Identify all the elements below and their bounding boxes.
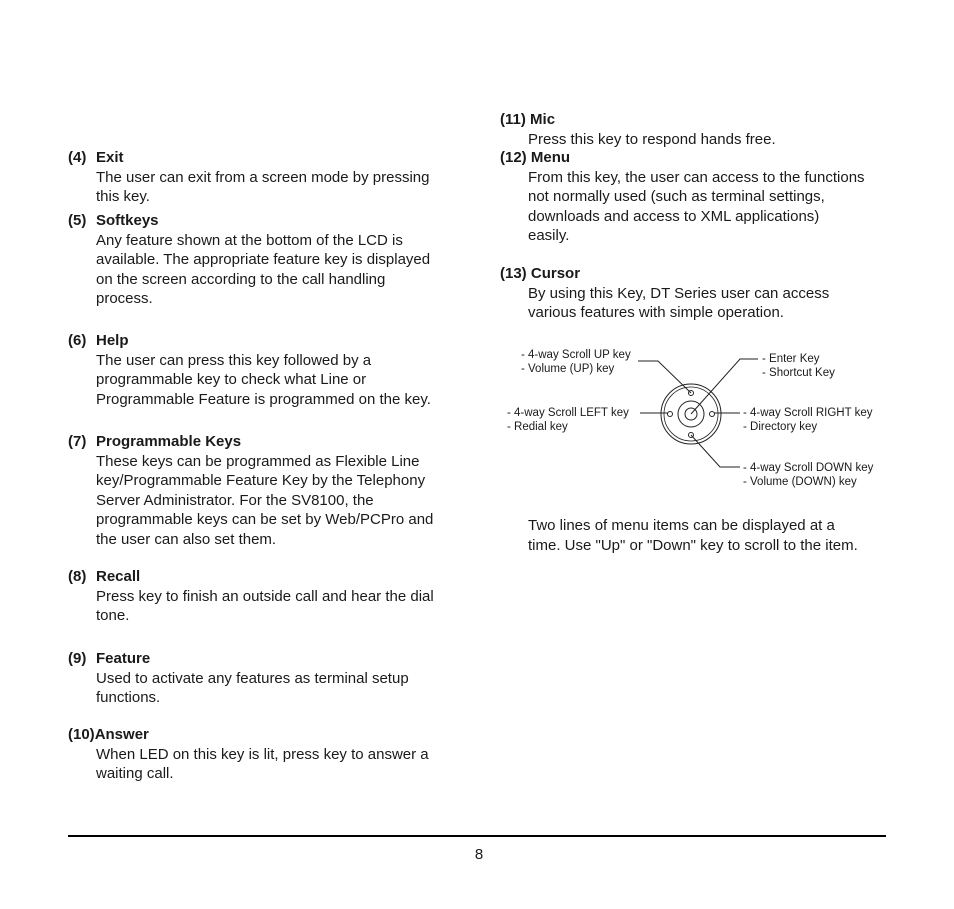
entry-menu bbox=[500, 148, 900, 246]
entry-recall bbox=[68, 567, 468, 626]
entry-title: (12) Menu bbox=[500, 149, 571, 166]
entry-programmable-keys bbox=[68, 432, 468, 549]
label-up: - 4-way Scroll UP key - Volume (UP) key bbox=[521, 349, 631, 375]
label-down: - 4-way Scroll DOWN key - Volume (DOWN) key bbox=[743, 462, 874, 488]
label-right: - 4-way Scroll RIGHT key - Directory key bbox=[743, 407, 873, 433]
entry-body: Used to activate any features as terminal setup functions. bbox=[96, 669, 409, 706]
entry-body: The user can exit from a screen mode by pressing this key. bbox=[96, 168, 430, 205]
entry-body: Any feature shown at the bottom of the LCD is available. The appropriate feature key is displayed on the screen according to the call handling process. bbox=[96, 231, 431, 307]
entry-title: (8) Recall bbox=[68, 568, 141, 585]
entry-cursor bbox=[500, 264, 900, 323]
footer-rule bbox=[68, 835, 886, 837]
entry-title: (13) Cursor bbox=[500, 265, 581, 282]
entry-body: These keys can be programmed as Flexible Line key/Programmable Feature Key by the Telephony Server Administrator. For the SV8100, the programmable keys can be set by Web/PCPro and the user can also set them. bbox=[96, 452, 434, 548]
entry-softkeys bbox=[68, 211, 468, 309]
entry-title: (6) Help bbox=[68, 332, 129, 349]
entry-body: Press key to finish an outside call and hear the dial tone. bbox=[96, 587, 434, 624]
entry-feature bbox=[68, 649, 468, 708]
entry-title: (10)Answer bbox=[68, 726, 149, 743]
entry-help bbox=[68, 331, 468, 409]
entry-title: (9) Feature bbox=[68, 650, 151, 667]
label-enter: - Enter Key - Shortcut Key bbox=[762, 353, 835, 379]
label-left: - 4-way Scroll LEFT key - Redial key bbox=[507, 407, 629, 433]
entry-body: The user can press this key followed by a programmable key to check what Line or Programmable Feature is programmed on the key. bbox=[96, 351, 431, 408]
entry-title: (7) Programmable Keys bbox=[68, 433, 242, 450]
entry-title: (5) Softkeys bbox=[68, 212, 159, 229]
cursor-key-diagram bbox=[500, 340, 900, 500]
left-key-dot bbox=[668, 412, 673, 417]
entry-exit bbox=[68, 148, 468, 207]
entry-body: By using this Key, DT Series user can access various features with simple operation. bbox=[528, 284, 830, 321]
entry-mic bbox=[500, 110, 900, 149]
page-number: 8 bbox=[474, 846, 484, 863]
entry-answer bbox=[68, 725, 468, 784]
entry-title: (4) Exit bbox=[68, 149, 124, 166]
entry-body: Press this key to respond hands free. bbox=[528, 130, 776, 148]
entry-title: (11) Mic bbox=[500, 111, 556, 128]
entry-body: When LED on this key is lit, press key to answer a waiting call. bbox=[96, 745, 429, 782]
cursor-note: Two lines of menu items can be displayed at a time. Use "Up" or "Down" key to scroll to the item. bbox=[528, 517, 858, 554]
entry-body: From this key, the user can access to the functions not normally used (such as terminal settings, downloads and access to XML applications) easily. bbox=[528, 168, 865, 244]
right-key-dot bbox=[710, 412, 715, 417]
